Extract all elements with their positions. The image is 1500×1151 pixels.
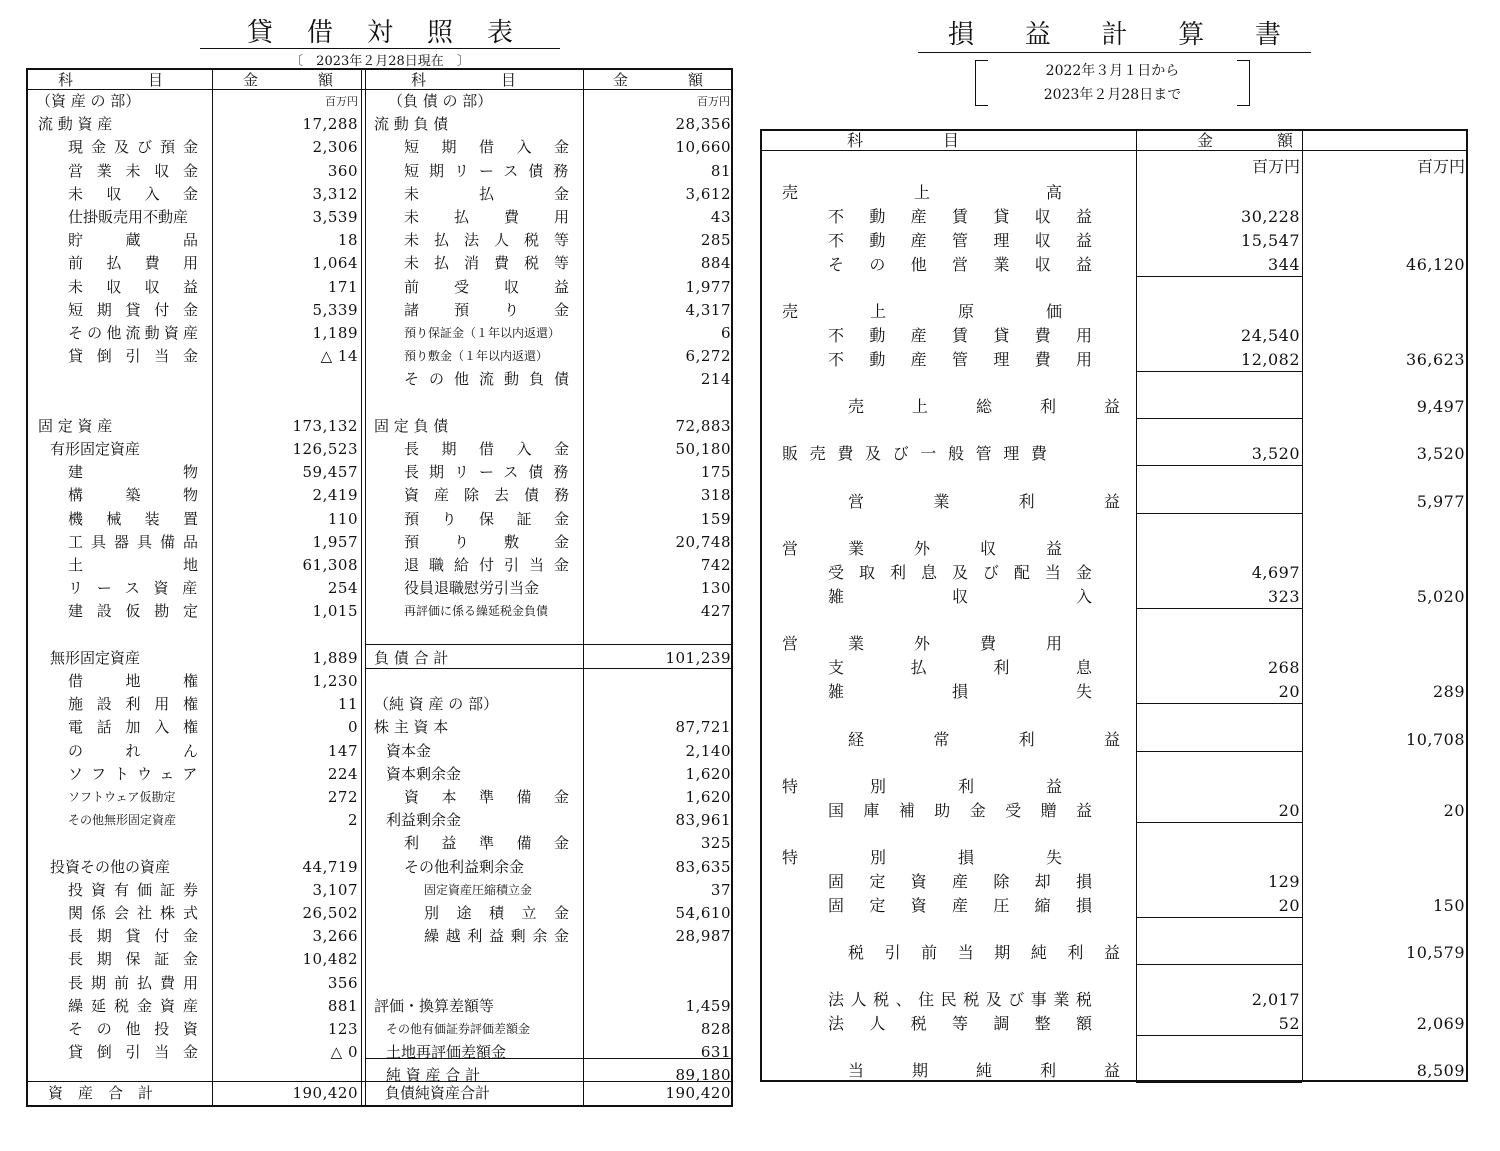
bs-row-value: 101,239	[665, 648, 731, 667]
bs-row-value: 28,356	[675, 115, 731, 134]
bs-row-label: 負 債 合 計	[374, 648, 449, 667]
bs-row-label: その他有価証券評価差額金	[386, 1022, 531, 1036]
bs-row-value: 6,272	[685, 347, 731, 366]
title-char: 益	[1024, 20, 1051, 50]
bs-row-value: 72,883	[675, 416, 731, 435]
bs-row-label: 預り敷金	[404, 532, 605, 551]
bs-row-value: 159	[700, 509, 731, 528]
bs-row-value: 881	[327, 996, 358, 1015]
bs-row-label: 短期貸付金	[68, 300, 212, 319]
income-statement-period	[970, 60, 1255, 108]
pl-row-sub-amount: 20	[1278, 801, 1300, 820]
pl-row-sub-amount: 2,017	[1251, 990, 1300, 1009]
bs-row-value: 0	[347, 718, 358, 737]
bs-row-label: 前受収益	[404, 277, 605, 296]
bs-row-label: 工具器具備品	[68, 532, 207, 551]
bs-row-label: 株 主 資 本	[374, 718, 449, 737]
pl-row-sub-amount: 15,547	[1241, 231, 1300, 250]
bs-row-label: 固 定 負 債	[374, 416, 449, 435]
pl-row-label: 不 動 産 管 理 費 用	[828, 350, 1092, 369]
total-assets-value: 190,420	[292, 1084, 358, 1102]
bs-row-value: 427	[700, 602, 731, 621]
bs-row-value: 3,266	[312, 927, 358, 946]
bs-row-label: 未払費用	[404, 208, 605, 226]
pl-row-sub-amount: 52	[1278, 1014, 1300, 1033]
bs-row-label: その他流動資産	[68, 324, 203, 342]
bs-row-label: 未払金	[404, 184, 630, 203]
bs-row-value: 89,180	[675, 1066, 731, 1085]
pl-row-label: 固 定 資 産 除 却 損	[828, 872, 1092, 891]
bs-row-label: 繰延税金資産	[68, 996, 207, 1015]
bs-row-value: 1,620	[685, 788, 731, 806]
bs-row-label: 土地	[68, 556, 299, 574]
bs-row-value: 4,317	[685, 300, 731, 319]
bs-row-label: 貯蔵品	[68, 231, 241, 250]
bs-row-label: 退職給付引当金	[404, 556, 580, 574]
bs-row-label: 電話加入権	[68, 718, 212, 737]
pl-row-label: 売 上 原 価	[782, 302, 1062, 321]
pl-row-main-amount: 289	[1432, 682, 1465, 701]
pl-row-label: 不 動 産 賃 貸 収 益	[828, 207, 1092, 226]
bs-row-value: 81	[710, 161, 731, 180]
pl-row-sub-amount: 3,520	[1251, 444, 1300, 463]
bs-row-value: 18	[337, 231, 358, 250]
pl-row-label: 不 動 産 管 理 収 益	[828, 231, 1092, 250]
bs-row-value: 5,339	[312, 300, 358, 319]
bs-row-label: 預り保証金（１年以内返還）	[404, 326, 561, 340]
bs-row-value: 3,107	[312, 880, 358, 899]
bs-row-label: 施設利用権	[68, 695, 212, 714]
bs-row-value: 83,961	[675, 811, 731, 830]
bs-row-value: 28,987	[675, 927, 731, 946]
pl-row-label: 売 上 高	[782, 183, 1062, 202]
bs-row-value: 742	[700, 556, 731, 574]
pl-row-label: 当 期 純 利 益	[848, 1061, 1120, 1080]
bs-row-value: 1,459	[685, 996, 731, 1015]
bs-row-label: 短期リース債務	[404, 161, 579, 180]
bs-row-label: 資本準備金	[404, 788, 592, 806]
pl-row-label: 営 業 利 益	[848, 492, 1120, 511]
bs-row-value: 123	[327, 1020, 358, 1038]
bs-row-value: 147	[327, 741, 358, 760]
bs-row-value: 6	[720, 324, 731, 342]
bs-row-label: 固 定 資 産	[38, 416, 113, 435]
bs-row-value: 173,132	[292, 416, 358, 435]
bs-row-label: その他投資	[68, 1020, 212, 1038]
income-statement-table	[760, 129, 1468, 1082]
bs-row-label: （純 資 産 の 部）	[374, 695, 499, 714]
bs-row-value: 2,419	[312, 486, 358, 505]
bs-row-value: 50,180	[675, 440, 731, 458]
bs-row-label: その他流動負債	[404, 370, 580, 389]
bs-row-value: 11	[337, 695, 358, 714]
bs-row-value: 17,288	[302, 115, 358, 134]
bs-row-label: 長期貸付金	[68, 927, 212, 946]
bs-row-label: リース資産	[68, 579, 212, 598]
bs-row-value: 1,064	[312, 254, 358, 273]
bs-row-label: 評価・換算差額等	[374, 996, 495, 1015]
pl-row-main-amount: 10,579	[1406, 943, 1465, 962]
bs-row-value: 87,721	[675, 718, 731, 737]
bs-row-label: その他利益剰余金	[404, 857, 525, 876]
bs-row-label: 有形固定資産	[50, 440, 141, 458]
bs-row-label: 短期借入金	[404, 138, 592, 157]
pl-row-sub-amount: 20	[1278, 682, 1300, 701]
bs-row-value: 61,308	[302, 556, 358, 574]
bs-row-value: 884	[700, 254, 731, 273]
bs-row-value: 325	[700, 834, 731, 853]
bs-row-value: 214	[700, 370, 731, 389]
income-statement-title	[918, 18, 1311, 53]
bs-row-label: 前払費用	[68, 254, 222, 273]
pl-row-sub-amount: 24,540	[1241, 326, 1300, 345]
pl-row-label: 法 人 税 等 調 整 額	[828, 1014, 1092, 1033]
pl-row-main-amount: 36,623	[1406, 350, 1465, 369]
bs-row-label: 長期借入金	[404, 440, 592, 458]
pl-row-sub-amount: 12,082	[1241, 350, 1300, 369]
bs-row-value: △ 0	[330, 1043, 358, 1062]
pl-row-main-amount: 20	[1443, 801, 1465, 820]
pl-row-label: 販 売 費 及 び 一 般 管 理 費	[782, 444, 1047, 463]
bs-row-value: 2,306	[312, 138, 358, 157]
bs-header-amount-right: 金 額	[613, 70, 733, 90]
bs-row-value: 3,539	[312, 208, 358, 226]
bs-row-value: 171	[327, 277, 358, 296]
bs-row-value: 285	[700, 231, 731, 250]
pl-unit-main: 百万円	[1416, 157, 1465, 176]
pl-row-sub-amount: 129	[1267, 872, 1300, 891]
bs-row-label: 貸倒引当金	[68, 347, 212, 366]
title-char: 算	[1178, 20, 1205, 50]
bs-row-label: 長期リース債務	[404, 463, 579, 482]
total-liab-equity-label: 負債純資産合計	[385, 1084, 491, 1102]
bs-row-label: 純 資 産 合 計	[386, 1066, 481, 1085]
bs-row-label: 資本金	[386, 741, 432, 760]
bs-row-value: 3,312	[312, 184, 358, 203]
bs-row-label: 流 動 負 債	[374, 115, 449, 134]
bs-row-label: 借地権	[68, 672, 241, 690]
bs-row-value: 59,457	[302, 463, 358, 482]
bs-row-label: 仕掛販売用不動産	[68, 208, 189, 226]
bs-row-label: 建設仮勘定	[68, 602, 212, 621]
assets-heading: （資 産 の 部）	[36, 92, 141, 110]
bs-row-label: 現金及び預金	[68, 138, 207, 157]
bs-row-value: 272	[327, 788, 358, 806]
pl-row-label: 特 別 利 益	[782, 777, 1062, 796]
bs-row-value: 130	[700, 579, 731, 598]
bs-row-label: 無形固定資産	[50, 648, 141, 667]
bs-row-value: 1,189	[312, 324, 358, 342]
bs-row-label: ソフトウェア	[68, 764, 206, 783]
bs-row-value: △ 14	[320, 347, 358, 366]
bs-row-value: 20,748	[675, 532, 731, 551]
total-assets-label: 資 産 合 計	[48, 1084, 154, 1102]
bs-row-value: 126,523	[292, 440, 358, 458]
bs-row-value: 83,635	[675, 857, 731, 876]
balance-sheet-table	[26, 68, 733, 1107]
pl-row-label: 営 業 外 費 用	[782, 634, 1062, 653]
bs-row-value: 10,482	[302, 950, 358, 969]
bs-row-label: 再評価に係る繰延税金負債	[404, 604, 549, 619]
pl-row-main-amount: 5,020	[1416, 587, 1465, 606]
pl-unit-sub: 百万円	[1251, 157, 1300, 176]
bs-row-label: 資本剰余金	[386, 764, 462, 783]
pl-row-label: 売 上 総 利 益	[848, 397, 1120, 416]
bs-header-account-left: 科 目	[58, 70, 218, 90]
bs-header-amount-left: 金 額	[243, 70, 383, 90]
pl-row-label: 特 別 損 失	[782, 848, 1062, 867]
bs-row-value: 254	[327, 579, 358, 598]
pl-row-main-amount: 9,497	[1416, 397, 1465, 416]
bs-row-value: 54,610	[675, 904, 731, 922]
pl-row-label: 法 人 税 、 住 民 税 及 び 事 業 税	[828, 990, 1092, 1009]
period-from: 2022年３月１日から	[1045, 63, 1180, 79]
pl-row-main-amount: 150	[1432, 896, 1465, 915]
bs-row-value: 110	[327, 509, 358, 528]
pl-row-label: そ の 他 営 業 収 益	[828, 255, 1092, 274]
bs-row-label: 貸倒引当金	[68, 1043, 212, 1062]
pl-row-sub-amount: 344	[1267, 255, 1300, 274]
bs-row-label: 関係会社株式	[68, 904, 207, 922]
period-to: 2023年２月28日まで	[1043, 87, 1182, 103]
bs-row-value: 828	[700, 1020, 731, 1038]
title-char: 書	[1254, 20, 1281, 50]
bs-row-value: 37	[710, 880, 731, 899]
bs-row-value: 10,660	[675, 138, 731, 157]
bs-row-value: 44,719	[302, 857, 358, 876]
balance-sheet-title: 貸借対照表	[200, 18, 560, 49]
bs-row-value: 356	[327, 973, 358, 992]
pl-row-label: 営 業 外 収 益	[782, 539, 1062, 558]
pl-row-main-amount: 2,069	[1416, 1014, 1465, 1033]
bs-row-value: 175	[700, 463, 731, 482]
bs-row-label: 投資その他の資産	[50, 857, 171, 876]
pl-row-label: 受 取 利 息 及 び 配 当 金	[828, 563, 1092, 582]
bs-row-label: 投資有価証券	[68, 880, 207, 899]
pl-row-label: 不 動 産 賃 貸 費 用	[828, 326, 1092, 345]
pl-header-account: 科 目	[847, 131, 1057, 151]
bs-row-value: 3,612	[685, 184, 731, 203]
pl-row-sub-amount: 30,228	[1241, 207, 1300, 226]
bs-row-value: 26,502	[302, 904, 358, 922]
pl-row-label: 経 常 利 益	[848, 730, 1120, 749]
pl-row-label: 支 払 利 息	[828, 658, 1092, 677]
pl-row-sub-amount: 4,697	[1251, 563, 1300, 582]
bs-row-value: 1,977	[685, 277, 731, 296]
bs-row-label: 未払法人税等	[404, 231, 585, 250]
pl-row-main-amount: 10,708	[1406, 730, 1465, 749]
bs-row-value: 631	[700, 1043, 731, 1062]
pl-row-sub-amount: 268	[1267, 658, 1300, 677]
bs-row-label: 別途積立金	[424, 904, 587, 922]
pl-row-sub-amount: 323	[1267, 587, 1300, 606]
liabilities-heading: （負 債 の 部）	[388, 92, 493, 110]
title-char: 損	[948, 20, 975, 50]
bs-row-value: 1,620	[685, 764, 731, 783]
balance-sheet-date: 〔 2023年２月28日現在 〕	[290, 54, 470, 69]
bs-row-value: 1,015	[312, 602, 358, 621]
unit-right: 百万円	[697, 95, 730, 108]
bs-row-label: その他無形固定資産	[68, 813, 177, 828]
bs-row-label: 構築物	[68, 486, 241, 505]
bs-row-label: 営業未収金	[68, 161, 212, 180]
bs-row-value: 2,140	[685, 741, 731, 760]
bs-row-value: 43	[710, 208, 731, 226]
total-liab-equity-value: 190,420	[665, 1084, 731, 1102]
bs-row-value: 1,889	[312, 648, 358, 667]
bs-row-label: 土地再評価差額金	[386, 1043, 507, 1062]
pl-row-label: 固 定 資 産 圧 縮 損	[828, 896, 1092, 915]
pl-row-label: 雑 収 入	[828, 587, 1092, 606]
bs-row-label: 繰越利益剰余金	[424, 927, 576, 946]
bs-row-label: 未収収益	[68, 277, 222, 296]
bs-row-label: 諸預り金	[404, 300, 605, 319]
bs-row-label: 固定資産圧縮積立金	[424, 882, 533, 897]
bs-row-label: 預り敷金（１年以内返還）	[404, 349, 549, 364]
pl-row-label: 税 引 前 当 期 純 利 益	[848, 943, 1120, 962]
bs-row-label: 長期保証金	[68, 950, 212, 969]
pl-row-sub-amount: 20	[1278, 896, 1300, 915]
bs-row-label: 機械装置	[68, 509, 222, 528]
title-char: 計	[1101, 20, 1128, 50]
bs-row-label: 利益準備金	[404, 834, 592, 853]
bs-row-value: 224	[327, 764, 358, 783]
pl-row-main-amount: 46,120	[1406, 255, 1465, 274]
bs-row-label: 役員退職慰労引当金	[404, 579, 540, 598]
pl-row-main-amount: 8,509	[1416, 1061, 1465, 1080]
bs-row-value: 1,230	[312, 672, 358, 690]
pl-header-amount: 金 額	[1197, 131, 1467, 151]
bs-row-value: 2	[347, 811, 358, 830]
bs-header-account-right: 科 目	[411, 70, 581, 90]
bs-row-label: 利益剰余金	[386, 811, 462, 830]
pl-row-main-amount: 5,977	[1416, 492, 1465, 511]
bs-row-label: 未払消費税等	[404, 254, 585, 273]
pl-row-label: 雑 損 失	[828, 682, 1092, 701]
unit-left: 百万円	[325, 95, 358, 108]
bs-row-value: 1,957	[312, 532, 358, 551]
bs-row-label: のれん	[68, 741, 241, 760]
bs-row-label: 長期前払費用	[68, 973, 207, 992]
bs-row-label: 預り保証金	[404, 509, 592, 528]
pl-row-label: 国 庫 補 助 金 受 贈 益	[828, 801, 1092, 820]
bs-row-label: 未収入金	[68, 184, 222, 203]
bs-row-label: 建物	[68, 463, 299, 482]
bs-row-value: 360	[327, 161, 358, 180]
bs-row-value: 318	[700, 486, 731, 505]
bs-row-label: 資産除去債務	[404, 486, 585, 505]
bs-row-label: 流 動 資 産	[38, 115, 113, 134]
pl-row-main-amount: 3,520	[1416, 444, 1465, 463]
bs-row-label: ソフトウェア仮勘定	[68, 790, 176, 804]
